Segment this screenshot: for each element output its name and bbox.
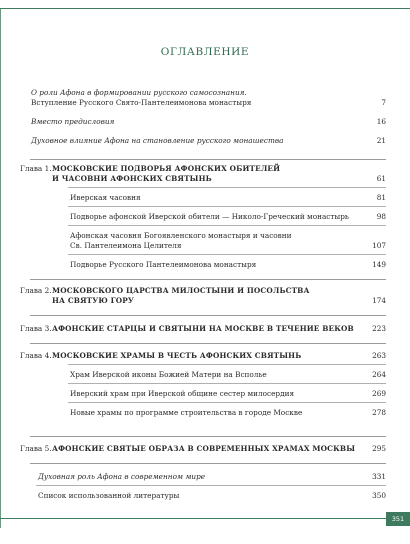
chapter-prefix: Глава 4.	[20, 351, 52, 360]
entry-label: Храм Иверской иконы Божией Матери на Всполье	[70, 370, 267, 379]
entry-label: Духовное влияние Афона на становление русского монашества	[31, 136, 284, 145]
entry-page: 98	[376, 212, 386, 221]
entry-label: О роли Афона в формировании русского самосознания.	[31, 88, 247, 97]
entry-page: 350	[372, 491, 386, 500]
chapter-prefix: Глава 2.	[20, 286, 52, 295]
chapter-title: МОСКОВСКОГО ЦАРСТВА МИЛОСТЫНИ И ПОСОЛЬСТВА	[52, 286, 310, 295]
divider	[68, 254, 386, 255]
chapter-title-line2: НА СВЯТУЮ ГОРУ	[52, 296, 134, 305]
chapter-title: МОСКОВСКИЕ ХРАМЫ В ЧЕСТЬ АФОНСКИХ СВЯТЫНЬ	[52, 351, 302, 360]
divider	[68, 225, 386, 226]
section-divider	[30, 436, 386, 437]
section-divider	[30, 343, 386, 344]
entry-label: Иверский храм при Иверской общине сестер милосердия	[70, 389, 295, 398]
chapter-title: АФОНСКИЕ СВЯТЫЕ ОБРАЗА В СОВРЕМЕННЫХ ХРАМАХ МОСКВЫ	[52, 444, 356, 453]
entry-page: 278	[372, 408, 386, 417]
entry-page: 269	[372, 389, 386, 398]
divider	[68, 383, 386, 384]
entry-label-line2: Св. Пантелеимона Целителя	[70, 241, 182, 250]
divider	[68, 187, 386, 188]
entry-label: Иверская часовня	[70, 193, 141, 202]
section-divider	[30, 315, 386, 316]
entry-label: Список использованной литературы	[38, 491, 180, 500]
page-title: ОГЛАВЛЕНИЕ	[160, 46, 250, 58]
chapter-page: 61	[376, 174, 386, 183]
entry-page: 7	[381, 98, 386, 107]
entry-page: 331	[372, 472, 386, 481]
chapter-page: 295	[372, 444, 386, 453]
bottom-rule	[0, 518, 386, 519]
divider	[68, 402, 386, 403]
entry-label: Афонская часовня Богоявленского монастыря и часовни	[70, 231, 292, 240]
chapter-prefix: Глава 5.	[20, 444, 52, 453]
chapter-prefix: Глава 1.	[20, 164, 52, 173]
chapter-page: 223	[372, 324, 386, 333]
entry-label: Новые храмы по программе строительства в городе Москве	[70, 408, 303, 417]
page-number: 351	[386, 512, 410, 526]
entry-label: Вместо предисловия	[31, 117, 115, 126]
divider	[68, 206, 386, 207]
entry-label: Подворье афонской Иверской обители — Николо-Греческий монастырь	[70, 212, 349, 221]
left-margin-line	[0, 8, 1, 528]
chapter-prefix: Глава 3.	[20, 324, 52, 333]
entry-page: 107	[372, 241, 386, 250]
entry-page: 149	[372, 260, 386, 269]
entry-label: Вступление Русского Свято-Пантелеимонова монастыря	[31, 98, 252, 107]
chapter-page: 263	[372, 351, 386, 360]
entry-page: 16	[376, 117, 386, 126]
entry-page: 21	[376, 136, 386, 145]
chapter-page: 174	[372, 296, 386, 305]
entry-label: Подворье Русского Пантелеимонова монастыря	[70, 260, 257, 269]
chapter-title-line2: И ЧАСОВНИ АФОНСКИХ СВЯТЫНЬ	[52, 174, 212, 183]
entry-page: 81	[376, 193, 386, 202]
divider	[36, 485, 386, 486]
entry-page: 264	[372, 370, 386, 379]
divider	[68, 364, 386, 365]
section-divider	[30, 159, 386, 160]
section-divider	[30, 279, 386, 280]
top-rule	[0, 8, 410, 9]
chapter-title: АФОНСКИЕ СТАРЦЫ И СВЯТЫНИ НА МОСКВЕ В ТЕЧЕНИЕ ВЕКОВ	[52, 324, 354, 333]
entry-label: Духовная роль Афона в современном мире	[38, 472, 206, 481]
section-divider	[30, 463, 386, 464]
chapter-title: МОСКОВСКИЕ ПОДВОРЬЯ АФОНСКИХ ОБИТЕЛЕЙ	[52, 164, 281, 173]
